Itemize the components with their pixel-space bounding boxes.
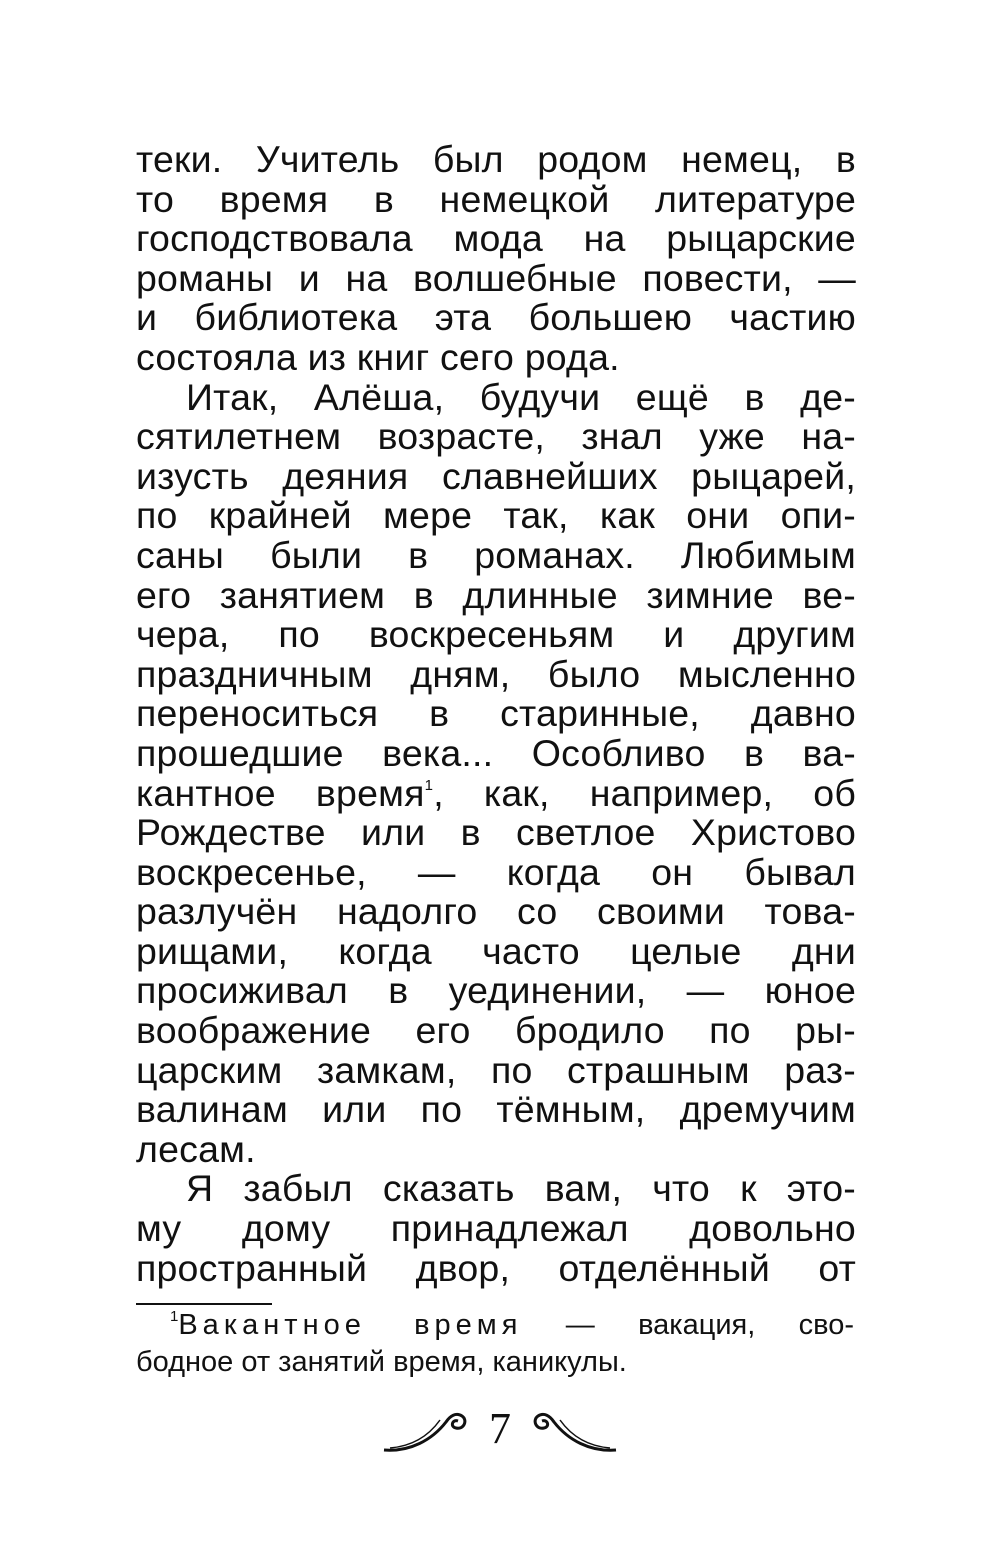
text-line-content: праздничным дням, было мысленно	[136, 652, 856, 695]
footnote-reference: 1	[424, 776, 434, 794]
text-line	[136, 615, 856, 655]
page-number: 7	[489, 1404, 511, 1453]
text-line-content: му дому принадлежал довольно	[136, 1207, 856, 1250]
text-line	[136, 573, 856, 616]
text-line-content: пространный двор, отделённый от	[136, 1246, 856, 1289]
text-line	[136, 454, 856, 497]
text-line-content: чера, по воскресеньям и другим	[136, 613, 856, 656]
text-line	[136, 771, 856, 814]
text-line	[136, 1209, 856, 1249]
text-line	[136, 375, 856, 418]
text-line-content: состояла из книг сего рода.	[136, 335, 620, 378]
text-line	[136, 533, 856, 576]
page-folio	[380, 1400, 620, 1470]
text-line-content: царским замкам, по страшным раз-	[136, 1048, 856, 1091]
main-text	[136, 140, 856, 1288]
footnote-definition-start: — вакация, сво-	[522, 1309, 854, 1341]
text-line	[136, 694, 856, 734]
text-line-content: Рождестве или в светлое Христово	[136, 811, 856, 854]
text-line-content: воображение его бродило по ры-	[136, 1009, 856, 1052]
text-line	[136, 1127, 856, 1170]
text-line-content: теки. Учитель был родом немец, в	[136, 138, 856, 180]
text-line	[136, 496, 856, 536]
text-line-content: кантное время	[136, 771, 425, 814]
text-line-content: воскресенье, — когда он бывал	[136, 850, 856, 893]
text-line	[136, 256, 856, 299]
text-line-content: саны были в романах. Любимым	[136, 533, 856, 576]
footnote-mark: 1	[170, 1308, 179, 1325]
text-line	[136, 929, 856, 972]
text-line-content: Я забыл сказать вам, что к это-	[186, 1167, 856, 1210]
text-line	[136, 850, 856, 893]
text-line-content: то время в немецкой литературе	[136, 177, 856, 220]
footnote	[136, 1307, 854, 1381]
text-line	[136, 1048, 856, 1091]
text-line	[136, 335, 856, 378]
text-line-content: Итак, Алёша, будучи ещё в де-	[186, 375, 856, 418]
text-line-content: сятилетнем возрасте, знал уже на-	[136, 415, 856, 458]
text-line-content: лесам.	[136, 1127, 256, 1170]
text-line	[136, 731, 856, 774]
text-line	[136, 140, 856, 180]
text-line-content: просиживал в уединении, — юное	[136, 969, 856, 1012]
text-line-content: его занятием в длинные зимние ве-	[136, 573, 856, 616]
text-line-content: господствовала мода на рыцарские	[136, 217, 856, 260]
text-line-content: и библиотека эта большею частию	[136, 296, 856, 339]
text-line	[136, 892, 856, 932]
footnote-line-2: бодное от занятий время, каникулы.	[136, 1346, 627, 1378]
text-line	[136, 971, 856, 1011]
text-line	[136, 298, 856, 338]
text-line	[136, 1246, 856, 1289]
text-line	[136, 177, 856, 220]
text-line	[136, 219, 856, 259]
text-line	[136, 652, 856, 695]
text-line-continuation: , как, например, об	[433, 771, 856, 814]
footnote-term: Вакантное время	[178, 1309, 523, 1341]
text-line-content: романы и на волшебные повести, —	[136, 256, 856, 299]
text-line-content: разлучён надолго со своими това-	[136, 890, 856, 933]
footnote-line-1	[136, 1307, 854, 1344]
text-line	[136, 1169, 856, 1209]
text-line-content: изусть деяния славнейших рыцарей,	[136, 454, 856, 497]
text-line	[136, 1090, 856, 1130]
text-line	[136, 417, 856, 457]
text-line	[136, 1011, 856, 1051]
text-line-content: по крайней мере так, как они опи-	[136, 494, 856, 537]
text-line-content: прошедшие века... Особливо в ва-	[136, 731, 856, 774]
text-line-content: рищами, когда часто целые дни	[136, 929, 856, 972]
text-line-content: валинам или по тёмным, дремучим	[136, 1088, 856, 1131]
text-line	[136, 813, 856, 853]
text-line-content: переноситься в старинные, давно	[136, 692, 856, 735]
footnote-rule	[136, 1303, 272, 1305]
